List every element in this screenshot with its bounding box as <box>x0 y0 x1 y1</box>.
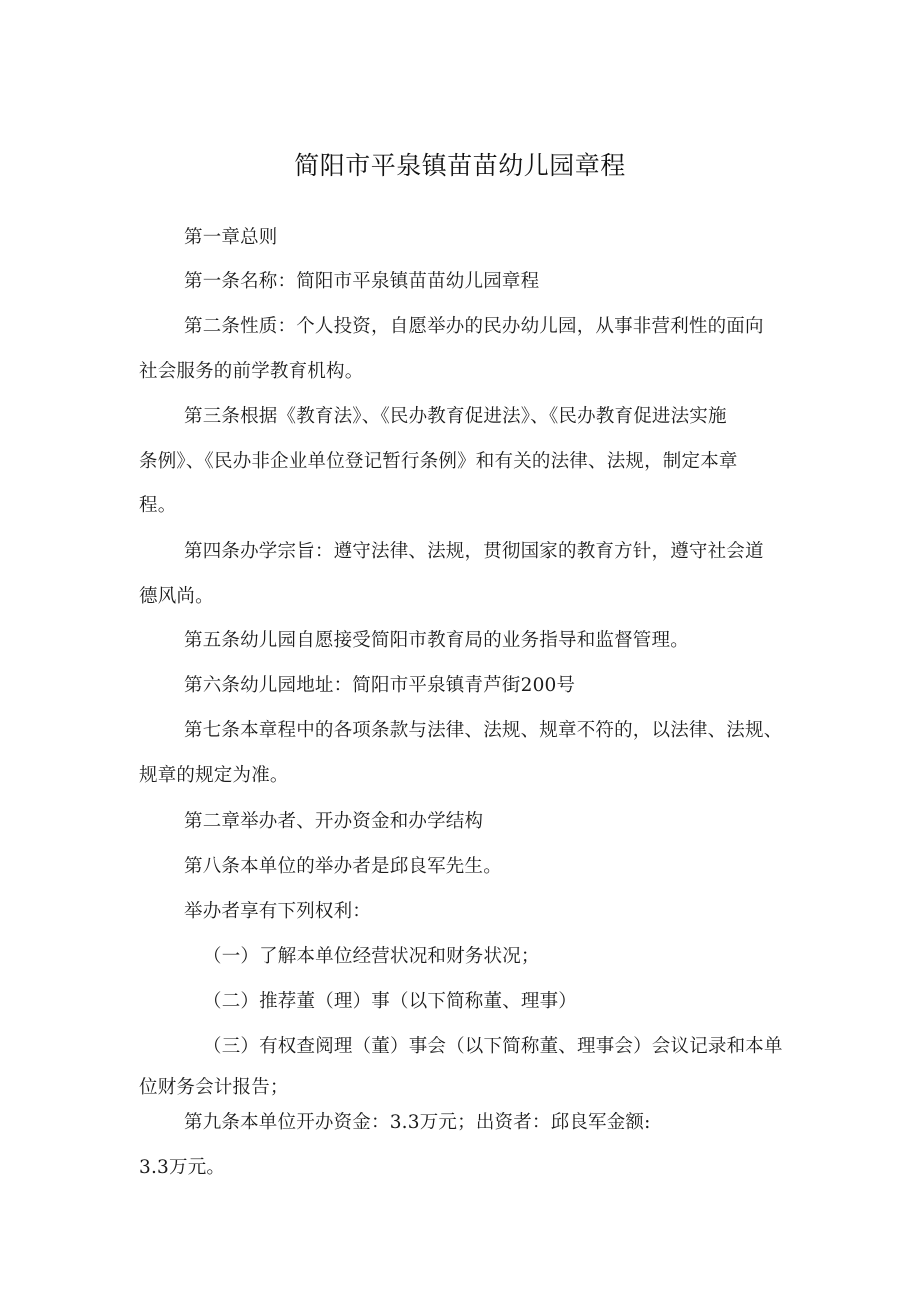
document-title: 简阳市平泉镇苗苗幼儿园章程 <box>294 151 626 180</box>
article-line: 条例》、《民办非企业单位登记暂行条例》和有关的法律、法规，制定本章 <box>139 451 738 472</box>
article-line: 第九条本单位开办资金：3.3万元；出资者：邱良军金额: <box>184 1112 651 1133</box>
chapter-heading: 第一章总则 <box>184 227 278 248</box>
article-line: 第五条幼儿园自愿接受简阳市教育局的业务指导和监督管理。 <box>184 630 689 651</box>
article-line: 第一条名称：简阳市平泉镇苗苗幼儿园章程 <box>184 271 540 292</box>
article-line: 第三条根据《教育法》、《民办教育促进法》、《民办教育促进法实施 <box>184 406 727 427</box>
article-line: 规章的规定为准。 <box>139 765 289 786</box>
article-line: 举办者享有下列权利： <box>184 901 372 922</box>
list-item: 位财务会计报告； <box>139 1077 289 1098</box>
article-line: 第二条性质：个人投资，自愿举办的民办幼儿园，从事非营利性的面向 <box>184 316 764 337</box>
article-line: 第八条本单位的举办者是邱良军先生。 <box>184 856 502 877</box>
article-line: 第四条办学宗旨：遵守法律、法规，贯彻国家的教育方针，遵守社会道 <box>184 541 764 562</box>
list-item: （三）有权查阅理（董）事会（以下简称董、理事会）会议记录和本单 <box>203 1036 783 1057</box>
article-line: 第七条本章程中的各项条款与法律、法规、规章不符的，以法律、法规、 <box>184 720 783 741</box>
list-item: （二）推荐董（理）事（以下简称董、理事） <box>203 991 578 1012</box>
chapter-heading: 第二章举办者、开办资金和办学结构 <box>184 811 484 832</box>
article-line: 第六条幼儿园地址：简阳市平泉镇青芦街200号 <box>184 675 576 696</box>
article-line: 程。 <box>139 495 177 516</box>
article-line: 3.3万元。 <box>139 1157 226 1178</box>
article-line: 德风尚。 <box>139 586 214 607</box>
article-line: 社会服务的前学教育机构。 <box>139 361 364 382</box>
list-item: （一）了解本单位经营状况和财务状况； <box>203 946 540 967</box>
